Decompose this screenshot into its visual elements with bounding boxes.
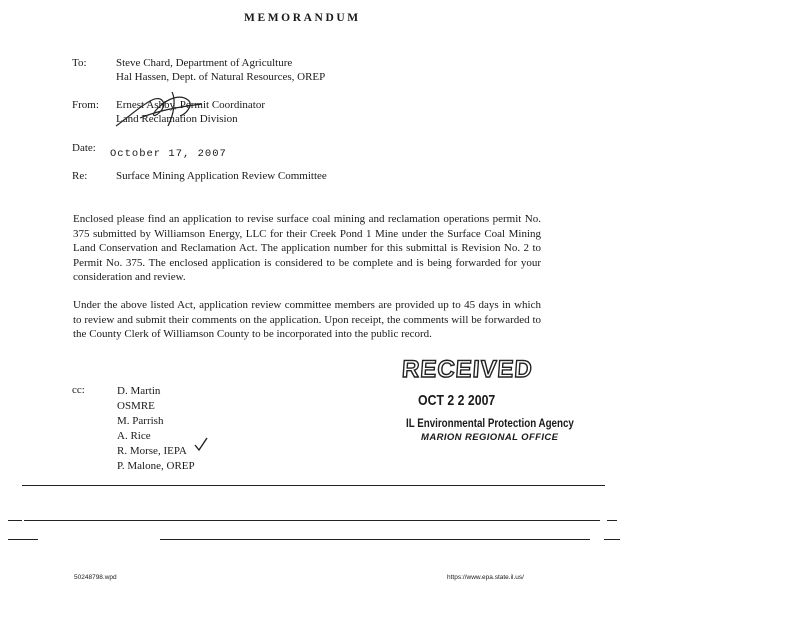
footer-url: https://www.epa.state.il.us/	[447, 574, 524, 581]
footer-filename: 50248798.wpd	[74, 574, 117, 581]
to-recipient-2: Hal Hassen, Dept. of Natural Resources, OREP	[116, 71, 326, 83]
cc-label: cc:	[72, 384, 85, 396]
date-value: October 17, 2007	[110, 148, 227, 160]
re-label: Re:	[72, 170, 88, 182]
stamp-date: OCT 2 2 2007	[418, 392, 496, 409]
cc-recipient: OSMRE	[117, 400, 155, 412]
from-label: From:	[72, 99, 99, 111]
cc-recipient: A. Rice	[117, 430, 151, 442]
signature-icon	[110, 86, 220, 134]
cc-recipient: M. Parrish	[117, 415, 164, 427]
re-subject: Surface Mining Application Review Committee	[116, 170, 327, 182]
cc-list	[117, 384, 195, 474]
divider-line	[22, 485, 605, 486]
date-label: Date:	[72, 142, 96, 154]
from-division: Land Reclamation Division	[116, 113, 238, 125]
cc-recipient: D. Martin	[117, 385, 161, 397]
received-stamp: RECEIVED	[401, 356, 534, 383]
memo-title: MEMORANDUM	[244, 12, 361, 24]
divider-line	[8, 520, 22, 521]
body-paragraph-2: Under the above listed Act, application review committee members are provided up to 45 days in which to review and submit their comments on the application. Upon receipt, the comments will be forwarded to the County Clerk of Williamson County to be incorporated into the public record.	[73, 299, 541, 340]
stamp-agency: IL Environmental Protection Agency	[406, 418, 574, 430]
divider-line	[8, 539, 38, 540]
from-sender: Ernest Ashby, Permit Coordinator	[116, 99, 265, 111]
to-recipient-1: Steve Chard, Department of Agriculture	[116, 57, 293, 69]
body-paragraph-1: Enclosed please find an application to revise surface coal mining and reclamation operations permit No. 375 submitted by Williamson Energy, LLC for their Creek Pond 1 Mine under the Surface Coal Mining Land Conservation and Reclamation Act. The application number for this submittal is Revision No. 2 to Permit No. 375. The enclosed application is considered to be complete and is being forwarded for your consideration and review.	[73, 213, 541, 283]
to-label: To:	[72, 57, 87, 69]
divider-line	[604, 539, 620, 540]
checkmark-icon	[193, 436, 209, 452]
divider-line	[607, 520, 617, 521]
stamp-office: MARION REGIONAL OFFICE	[421, 432, 559, 443]
divider-line	[160, 539, 590, 540]
cc-recipient: R. Morse, IEPA	[117, 445, 187, 457]
cc-recipient: P. Malone, OREP	[117, 460, 195, 472]
divider-line	[24, 520, 600, 521]
